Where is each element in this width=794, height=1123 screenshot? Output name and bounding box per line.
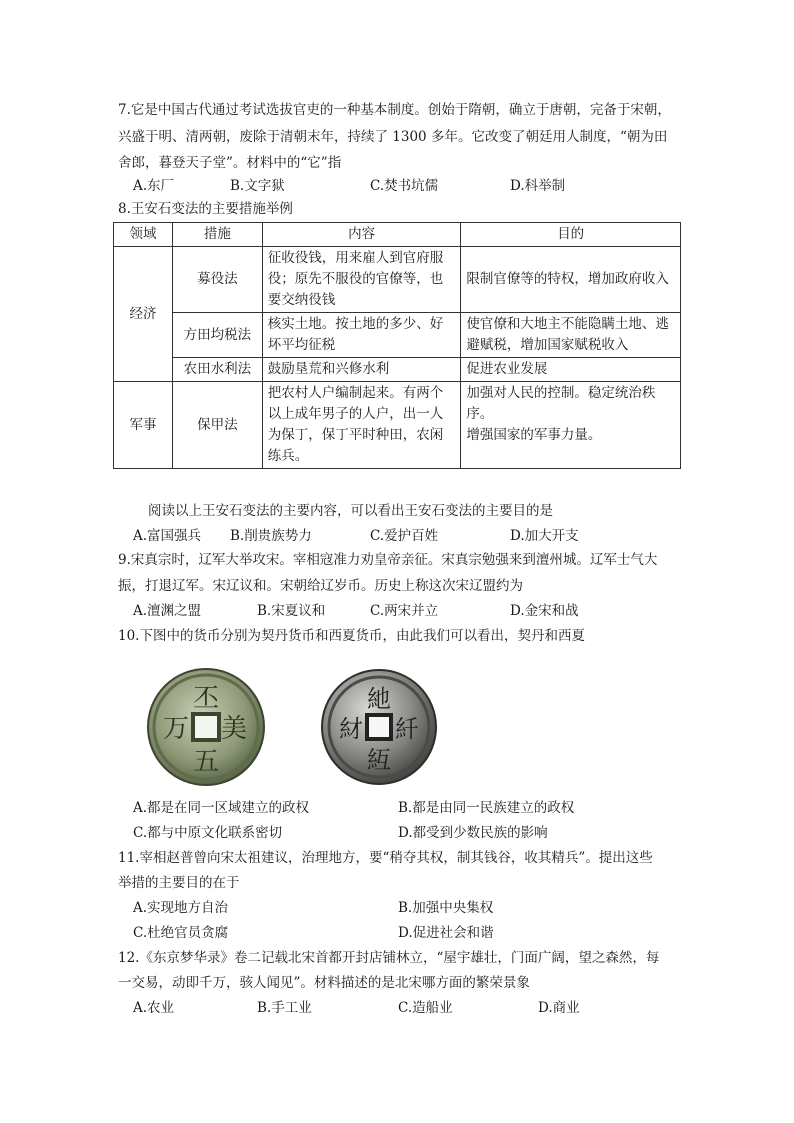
q11-stem-line2: 举措的主要目的在于 [118,875,240,891]
measure-content: 鼓励垦荒和兴修水利 [262,358,461,382]
q10-stem-line1: 10.下图中的货币分别为契丹货币和西夏货币，由此我们可以看出，契丹和西夏 [118,628,585,644]
measure-content [262,247,461,313]
measure-purpose [461,382,681,469]
measure-name: 方田均税法 [172,313,262,358]
content-line: 练兵。 [267,448,309,464]
q7-stem-line2: 兴盛于明、清两朝，废除于清朝末年，持续了 1300 多年。它改变了朝廷用人制度，“朝为田 [118,129,668,145]
q9-stem-line1: 9.宋真宗时，辽军大举攻宋。宰相寇准力劝皇帝亲征。宋真宗勉强来到澶州城。辽军士气大 [118,552,658,568]
header-field: 领域 [114,223,173,247]
q12-option-a[interactable]: A.农业 [133,1000,175,1016]
q12-stem-line1: 12.《东京梦华录》卷二记载北宋首都开封店铺林立，“屋宇雄壮，门面广阔，望之森然，每 [118,950,660,966]
q10-option-d[interactable]: D.都受到少数民族的影响 [398,825,548,841]
coin2-left-char: 䊷 [339,715,363,743]
q11-option-d[interactable]: D.促进社会和谐 [398,925,494,941]
content-line: 要交纳役钱 [267,292,336,308]
purpose-line: 使官僚和大地主不能隐瞒土地、逃 [466,316,669,332]
q10-option-c[interactable]: C.都与中原文化联系密切 [133,825,283,841]
table-header-row [114,223,681,247]
content-line: 为保丁，保丁平时种田，农闲 [267,427,444,443]
coin1-top-char: 丕 [192,684,220,714]
measure-content [262,382,461,469]
measure-name: 募役法 [172,247,262,313]
header-purpose: 目的 [461,223,681,247]
q8-option-a[interactable]: A.富国强兵 [133,528,202,544]
content-line: 征收役钱，用来雇人到官府服 [267,250,444,266]
content-line: 役；原先不服役的官僚等，也 [267,271,444,287]
economy-label: 经济 [114,247,173,382]
coin2-top-char: 䊶 [367,685,391,713]
measure-name: 农田水利法 [172,358,262,382]
q11-option-c[interactable]: C.杜绝官员贪腐 [133,925,229,941]
q7-stem-line1: 7.它是中国古代通过考试选拔官吏的一种基本制度。创始于隋朝，确立于唐朝，完备于宋朝， [118,102,671,118]
table-row [114,247,681,313]
content-line: 坏平均征税 [267,337,336,353]
q8-option-b[interactable]: B.削贵族势力 [230,528,312,544]
content-line: 把农村人户编制起来。有两个 [267,385,444,401]
q7-option-b[interactable]: B.文字狱 [230,178,285,194]
q9-option-b[interactable]: B.宋夏议和 [257,603,326,619]
q11-option-a[interactable]: A.实现地方自治 [133,900,229,916]
q11-option-b[interactable]: B.加强中央集权 [398,900,494,916]
q8-option-d[interactable]: D.加大开支 [510,528,579,544]
q8-title: 8.王安石变法的主要措施举例 [118,201,293,217]
q8-question: 阅读以上王安石变法的主要内容，可以看出王安石变法的主要目的是 [148,503,553,519]
content-line: 核实土地。按土地的多少、好 [267,316,444,332]
coin1-bottom-char: 五 [192,747,220,777]
q10-option-b[interactable]: B.都是由同一民族建立的政权 [398,800,575,816]
q8-option-c[interactable]: C.爱护百姓 [370,528,439,544]
table-row [114,358,681,382]
coin2-right-char: 䊹 [395,715,419,743]
reform-measures-table [113,222,681,469]
purpose-line: 增强国家的军事力量。 [466,427,602,443]
header-content: 内容 [262,223,461,247]
q11-stem-line1: 11.宰相赵普曾向宋太祖建议，治理地方，要“稍夺其权，制其钱谷，收其精兵”。提出这些 [118,850,653,866]
content-line: 以上成年男子的人户，出一人 [267,406,444,422]
military-label: 军事 [114,382,173,469]
khitan-coin-image [145,667,267,787]
q9-stem-line2: 振，打退辽军。宋辽议和。宋朝给辽岁币。历史上称这次宋辽盟约为 [118,578,523,594]
measure-purpose [461,313,681,358]
q9-option-c[interactable]: C.两宋并立 [370,603,439,619]
q7-stem-line3: 舍郎，暮登天子堂”。材料中的“它”指 [118,155,342,171]
measure-content [262,313,461,358]
q12-stem-line2: 一交易，动即千万，骇人闻见”。材料描述的是北宋哪方面的繁荣景象 [118,975,530,991]
header-measure: 措施 [172,223,262,247]
table-row [114,382,681,469]
q7-option-d[interactable]: D.科举制 [510,178,566,194]
xixia-coin-image [320,667,438,787]
q7-option-a[interactable]: A.东厂 [133,178,175,194]
q7-option-c[interactable]: C.焚书坑儒 [370,178,439,194]
q12-option-c[interactable]: C.造船业 [398,1000,453,1016]
measure-purpose: 促进农业发展 [461,358,681,382]
q9-option-a[interactable]: A.澶渊之盟 [133,603,202,619]
coin1-left-char: 万 [162,714,190,744]
q12-option-b[interactable]: B.手工业 [257,1000,312,1016]
coin1-right-char: 美 [220,714,248,744]
q9-option-d[interactable]: D.金宋和战 [510,603,579,619]
measure-name: 保甲法 [172,382,262,469]
table-row [114,313,681,358]
purpose-line: 避赋税，增加国家赋税收入 [466,337,629,353]
coin2-bottom-char: 䊺 [367,746,391,774]
q12-option-d[interactable]: D.商业 [538,1000,580,1016]
q10-option-a[interactable]: A.都是在同一区域建立的政权 [133,800,310,816]
measure-purpose: 限制官僚等的特权，增加政府收入 [461,247,681,313]
purpose-line: 加强对人民的控制。稳定统治秩序。 [466,385,656,422]
coin-images [145,667,445,787]
